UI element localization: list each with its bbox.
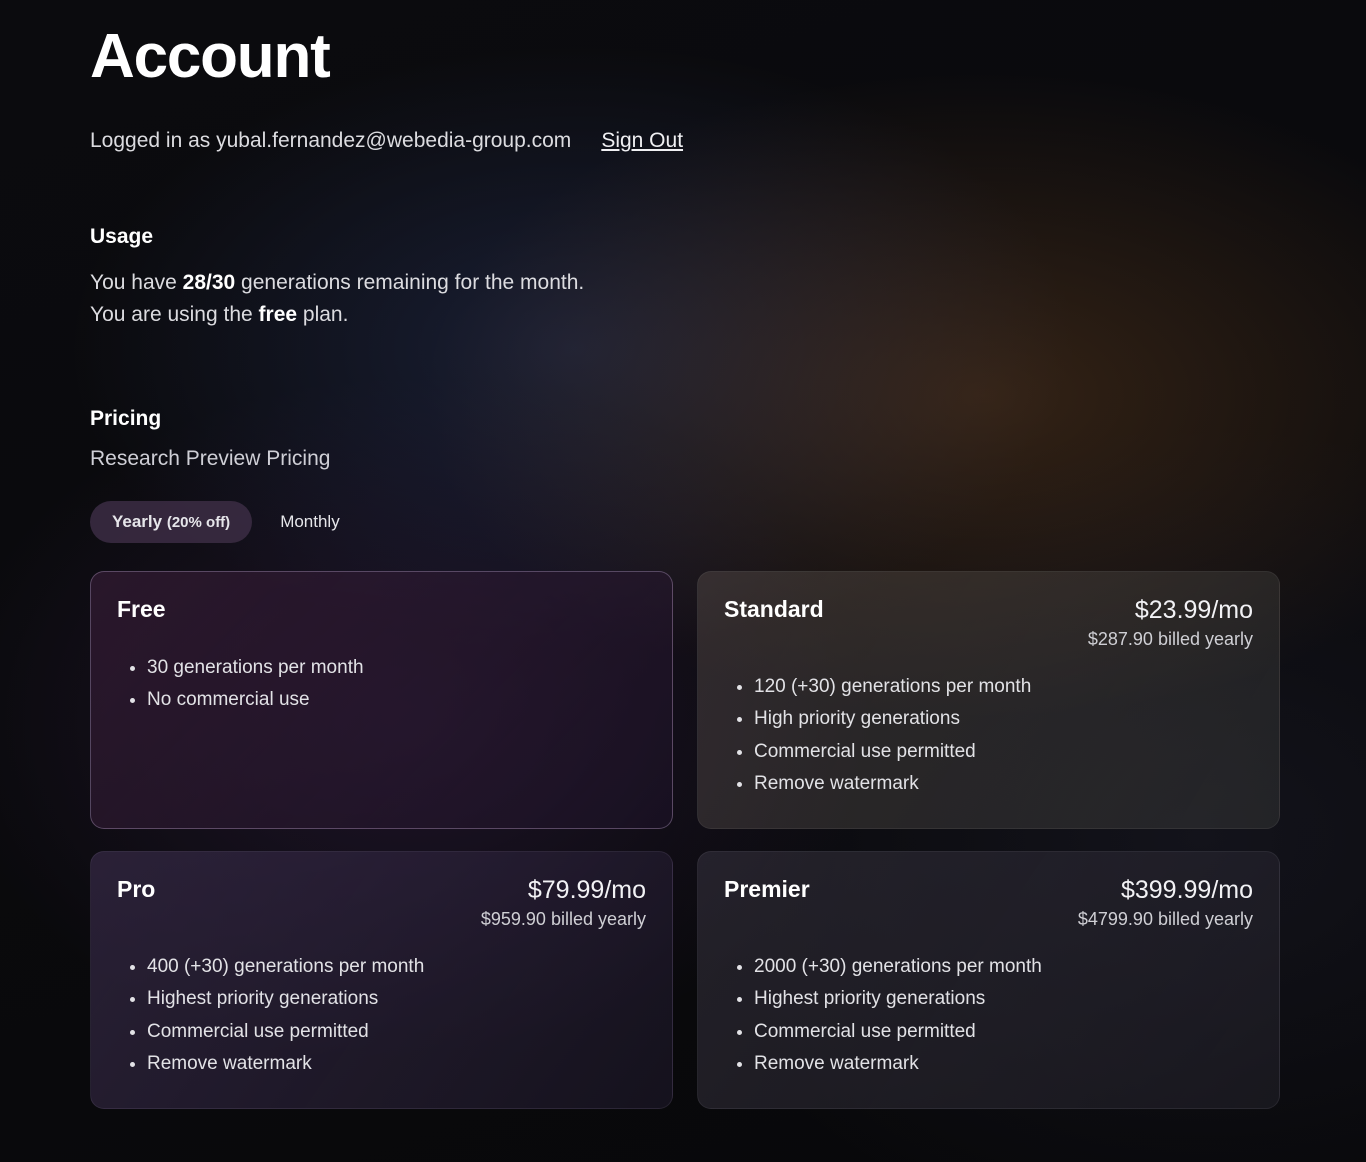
usage-details: [90, 267, 1276, 331]
usage-heading: Usage: [90, 225, 154, 249]
plan-billed: $4799.90 billed yearly: [1077, 908, 1253, 929]
plan-feature: • Highest priority generations: [147, 984, 646, 1013]
plan-feature: • Remove watermark: [147, 1049, 646, 1078]
plan-feature: • 400 (+30) generations per month: [147, 952, 646, 981]
toggle-yearly-discount: (20% off): [166, 513, 231, 531]
plan-card-premier[interactable]: [697, 851, 1280, 1109]
plan-feature-list: [117, 952, 646, 1079]
plan-feature: • Remove watermark: [754, 1049, 1253, 1078]
plan-feature: • Commercial use permitted: [147, 1017, 646, 1046]
plan-price: $23.99/mo: [1134, 595, 1253, 624]
plan-price-block: [481, 876, 646, 930]
plan-feature: • No commercial use: [147, 685, 646, 714]
usage-line2-pre: You are using the: [90, 303, 259, 326]
plan-feature-list: [724, 952, 1253, 1079]
usage-line1-pre: You have: [90, 271, 183, 295]
plan-price-block: [1078, 876, 1253, 930]
toggle-yearly-label: Yearly: [112, 511, 163, 531]
page-title: Account: [90, 22, 330, 91]
plan-card-standard[interactable]: [697, 571, 1280, 829]
plan-price: $399.99/mo: [1120, 875, 1253, 904]
plan-name: Pro: [117, 875, 156, 902]
plan-card-header: [117, 876, 646, 930]
plan-card-free[interactable]: [90, 571, 673, 829]
toggle-option-monthly[interactable]: [258, 501, 362, 543]
pricing-plan-grid: [90, 571, 1276, 1109]
billing-period-toggle[interactable]: [90, 501, 1276, 543]
plan-feature: • Commercial use permitted: [754, 1017, 1253, 1046]
usage-section: [90, 225, 1276, 331]
usage-line2-post: plan.: [297, 303, 349, 326]
plan-feature: • Highest priority generations: [754, 984, 1253, 1013]
plan-feature: • Remove watermark: [754, 769, 1253, 798]
pricing-subtitle: Research Preview Pricing: [90, 446, 331, 470]
plan-feature: • 2000 (+30) generations per month: [754, 952, 1253, 981]
usage-generations-value: 28/30: [182, 271, 236, 295]
plan-feature-list: [724, 672, 1253, 799]
plan-feature: • 30 generations per month: [147, 653, 646, 682]
plan-feature-list: [117, 653, 646, 715]
plan-price: $79.99/mo: [527, 875, 646, 904]
plan-card-header: [724, 876, 1253, 930]
toggle-monthly-label: Monthly: [280, 511, 340, 531]
plan-feature: • Commercial use permitted: [754, 737, 1253, 766]
plan-name: Standard: [724, 595, 824, 622]
toggle-option-yearly[interactable]: [90, 501, 252, 543]
sign-out-link[interactable]: Sign Out: [601, 129, 684, 153]
logged-in-text: Logged in as yubal.fernandez@webedia-group.com: [90, 129, 572, 153]
pricing-section: [90, 407, 1276, 1109]
plan-billed: $287.90 billed yearly: [1087, 628, 1253, 649]
plan-billed: $959.90 billed yearly: [480, 908, 646, 929]
plan-name: Premier: [724, 875, 810, 902]
plan-card-header: [724, 596, 1253, 650]
usage-plan-value: free: [258, 303, 298, 326]
plan-price-block: [1088, 596, 1253, 650]
usage-generations-line: [90, 267, 1276, 299]
plan-name: Free: [117, 595, 166, 622]
usage-plan-line: [90, 299, 1276, 331]
plan-card-pro[interactable]: [90, 851, 673, 1109]
plan-feature: • High priority generations: [754, 704, 1253, 733]
pricing-heading: Pricing: [90, 406, 162, 430]
plan-card-header: [117, 596, 646, 623]
plan-feature: • 120 (+30) generations per month: [754, 672, 1253, 701]
usage-line1-post: generations remaining for the month.: [235, 271, 585, 295]
login-status-row: [90, 129, 1276, 153]
